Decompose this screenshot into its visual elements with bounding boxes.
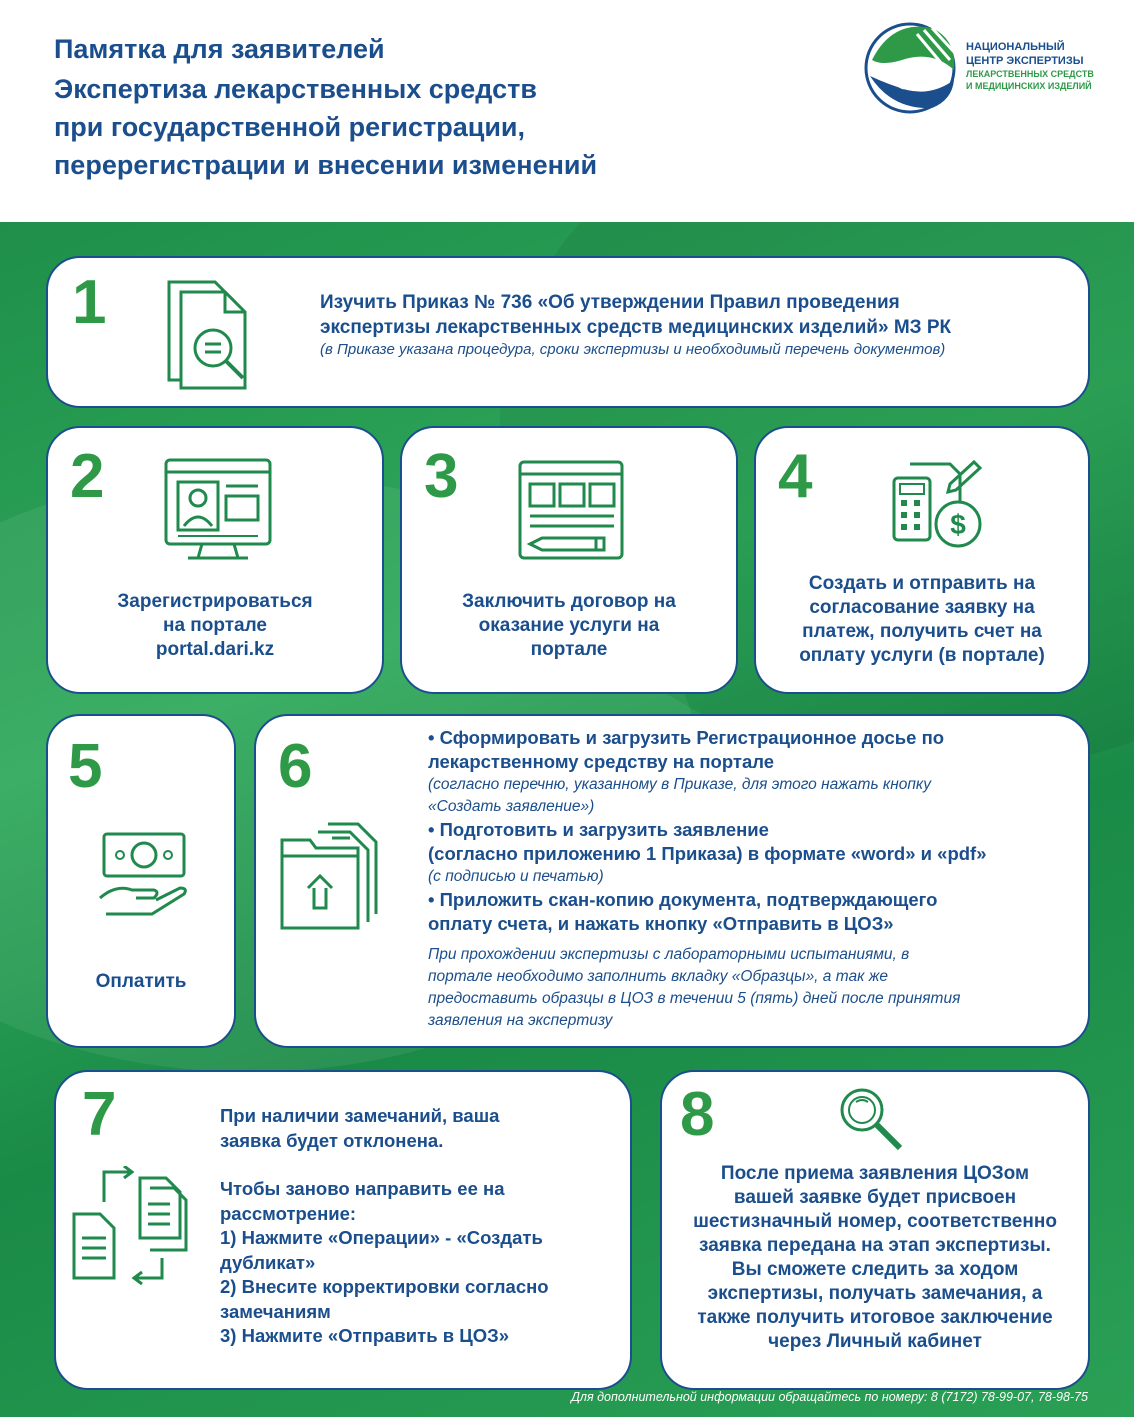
step-text-line: Изучить Приказ № 736 «Об утверждении Правил проведения <box>320 292 900 313</box>
web-portal-icon <box>162 456 274 564</box>
step-text-line: через Личный кабинет <box>768 1331 982 1352</box>
step-text-line: заявка передана на этап экспертизы. <box>699 1235 1051 1256</box>
step-text-line: Создать и отправить на <box>808 573 1036 594</box>
step-card-1 <box>46 256 1090 408</box>
step-number: 8 <box>680 1080 715 1149</box>
step-number: 6 <box>278 732 313 801</box>
step-note: (согласно перечню, указанному в Приказе, для этого нажать кнопку <box>428 776 931 793</box>
step-note: При прохождении экспертизы с лабораторными испытаниями, в <box>428 946 910 963</box>
step-text-line: дубликат» <box>220 1251 316 1273</box>
step-text-line: оплату счета, и нажать кнопку «Отправить в ЦОЗ» <box>428 913 894 934</box>
step-note: (с подписью и печатью) <box>428 868 604 885</box>
page-title: Памятка для заявителей <box>54 34 385 64</box>
step-text-line: • Приложить скан-копию документа, подтверждающего <box>428 889 938 910</box>
contract-form-icon <box>516 458 626 562</box>
step-text-line: 1) Нажмите «Операции» - «Создать <box>220 1227 543 1248</box>
step-text-line: рассмотрение: <box>220 1202 357 1224</box>
step-card-6 <box>254 714 1090 1048</box>
step-1-text <box>320 290 1060 360</box>
step-text-line: После приема заявления ЦОЗом <box>720 1163 1030 1184</box>
step-text-line: portal.dari.kz <box>155 639 275 660</box>
svg-text:$: $ <box>950 509 966 540</box>
step-card-8 <box>660 1070 1090 1390</box>
step-card-4 <box>754 426 1090 694</box>
step-text-line: Заключить договор на <box>462 591 676 612</box>
step-7-text <box>220 1104 620 1349</box>
step-note: (в Приказе указана процедура, сроки экспертизы и необходимый перечень документов) <box>320 341 946 358</box>
step-text-line: согласование заявку на <box>809 597 1035 618</box>
step-text-line: платеж, получить счет на <box>802 621 1042 642</box>
subtitle-line: Экспертиза лекарственных средств <box>54 74 537 104</box>
step-8-text <box>672 1162 1078 1354</box>
step-text-line: 3) Нажмите «Отправить в ЦОЗ» <box>220 1325 510 1346</box>
payment-calculator-icon <box>890 454 986 550</box>
logo-line: И МЕДИЦИНСКИХ ИЗДЕЛИЙ <box>966 81 1092 91</box>
step-number: 3 <box>424 442 459 511</box>
subtitle-line: перерегистрации и внесении изменений <box>54 150 598 180</box>
duplicate-documents-icon <box>70 1166 190 1286</box>
header <box>0 0 1134 222</box>
step-text-line: Зарегистрироваться <box>117 591 313 612</box>
logo-line: ЦЕНТР ЭКСПЕРТИЗЫ <box>966 55 1084 67</box>
step-text-line: (согласно приложению 1 Приказа) в формате «word» и «pdf» <box>428 843 987 864</box>
step-text-line: • Сформировать и загрузить Регистрационное досье по <box>428 727 945 748</box>
document-search-icon <box>163 276 263 394</box>
step-note: «Создать заявление») <box>428 798 595 815</box>
logo-text <box>966 40 1116 92</box>
subtitle-line: при государственной регистрации, <box>54 112 526 142</box>
step-number: 1 <box>72 268 107 337</box>
step-card-7 <box>54 1070 632 1390</box>
magnifier-icon <box>836 1084 906 1154</box>
step-text-line: замечаниям <box>220 1300 331 1322</box>
footer-contact: Для дополнительной информации обращайтесь по номеру: 8 (7172) 78-99-07, 78-98-75 <box>571 1390 1088 1404</box>
step-text-line: Чтобы заново направить ее на <box>220 1178 505 1199</box>
logo-line: ЛЕКАРСТВЕННЫХ СРЕДСТВ <box>966 69 1094 79</box>
page-subtitle <box>54 70 814 184</box>
step-text-line: заявка будет отклонена. <box>220 1129 444 1151</box>
step-text-line: Вы сможете следить за ходом <box>731 1259 1019 1280</box>
money-hand-icon <box>96 828 192 924</box>
step-number: 5 <box>68 732 103 801</box>
step-6-text <box>428 726 1088 1032</box>
step-text-line: оплату услуги (в портале) <box>799 645 1045 666</box>
step-note: предоставить образцы в ЦОЗ в течении 5 (пять) дней после принятия <box>428 990 961 1007</box>
step-text-line: 2) Внесите корректировки согласно <box>220 1276 549 1297</box>
step-text-line: оказание услуги на <box>478 615 660 636</box>
step-5-text: Оплатить <box>95 971 187 992</box>
step-text-line: на портале <box>162 615 268 636</box>
step-number: 4 <box>778 442 813 511</box>
step-text-line: также получить итоговое заключение <box>697 1307 1053 1328</box>
logo-line: НАЦИОНАЛЬНЫЙ <box>966 41 1065 53</box>
step-text-line: вашей заявке будет присвоен <box>733 1187 1017 1208</box>
step-text-line: шестизначный номер, соответственно <box>693 1211 1057 1232</box>
step-card-3 <box>400 426 738 694</box>
logo <box>862 20 1112 120</box>
step-text-line: При наличии замечаний, ваша <box>220 1105 500 1126</box>
step-text-line: экспертизы, получать замечания, а <box>707 1283 1043 1304</box>
step-text-line: экспертизы лекарственных средств медицинских изделий» МЗ РК <box>320 317 952 338</box>
step-note: портале необходимо заполнить вкладку «Образцы», а так же <box>428 968 888 985</box>
logo-emblem-icon <box>862 20 962 116</box>
step-number: 2 <box>70 442 105 511</box>
step-number: 7 <box>82 1080 117 1149</box>
step-4-text <box>766 572 1078 668</box>
folder-upload-icon <box>278 814 388 932</box>
step-text-line: портале <box>530 639 608 660</box>
step-card-5 <box>46 714 236 1048</box>
step-text-line: • Подготовить и загрузить заявление <box>428 819 769 840</box>
step-3-text <box>412 590 726 662</box>
step-text-line: лекарственному средству на портале <box>428 751 775 772</box>
step-card-2 <box>46 426 384 694</box>
step-note: заявления на экспертизу <box>428 1012 613 1029</box>
step-2-text <box>58 590 372 662</box>
